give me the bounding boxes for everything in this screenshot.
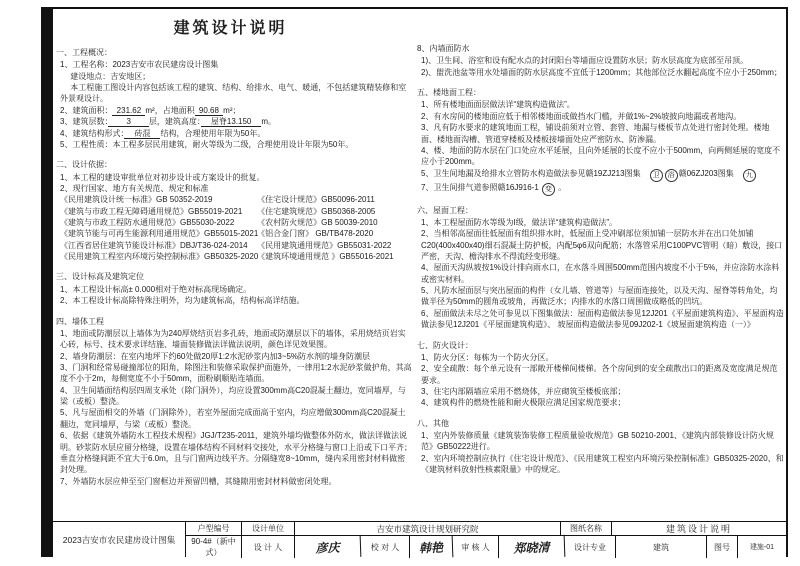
- text-segment: 砖混: [126, 128, 159, 138]
- spec-section: [417, 205, 785, 331]
- spec-line: 3、住宅内部隔墙应采用不燃烧体，并应砌筑至楼板底部；: [421, 386, 626, 396]
- spec-line: [56, 116, 412, 127]
- spec-line: [56, 217, 412, 228]
- spec-line: 2、墙身防潮层：在室内地坪下约60处做20厚1:2水泥砂浆内加3~5%防水剂的墙身防潮层: [60, 351, 371, 361]
- spec-line: [56, 194, 412, 205]
- text-segment: 《住宅设计规范》GB50096-2011: [257, 195, 375, 205]
- text-segment: 2、建筑面积：: [60, 105, 113, 115]
- text-segment: 《建筑与市政工程无障碍通用规范》GB55019-2021: [60, 206, 243, 216]
- text-segment: 7、卫生间排气道参照赣16J916-1: [421, 182, 542, 192]
- text-segment: 《铝合金门窗》 GB/TB478-2020: [257, 229, 374, 239]
- text-segment: 3、建筑层数：: [60, 117, 109, 127]
- text-segment: 《住宅建筑规范》GB50368-2005: [257, 206, 376, 216]
- text-segment: 赣06ZJ203图集: [678, 168, 742, 178]
- spec-line: 1、本工程的建设审批单位对初步设计或方案设计的批复。: [60, 172, 265, 182]
- text-segment: 《建筑节能与可再生能源利用通用规范》GB55015-2021: [60, 229, 259, 239]
- text-segment: m²；: [223, 105, 241, 115]
- spec-line: 2、现行国家、地方有关规范、规定和标准: [60, 183, 209, 193]
- spec-line: 1、室内外装修质量《建筑装饰装修工程质量验收规范》GB 50210-2001、《建筑内部装修设计防火规范》GB50222进行。: [421, 431, 774, 452]
- page-title: 建筑设计说明: [173, 20, 288, 37]
- spec-line: [56, 228, 412, 239]
- section-heading: 8、内墙面防水: [417, 44, 470, 53]
- text-segment: 《农村防火规范》GB 50039-2010: [257, 218, 378, 228]
- checker-signature: 韩艳: [410, 535, 454, 558]
- discipline-label: 设计专业: [565, 536, 616, 558]
- spec-line: 5、凡防水屋面层与突出屋面的构件（女儿墙、管道等）与屋面连接处，以及天沟、屋脊等转角处，均做半径为50mm的圆角或坡角，再做泛水；内排水的水落口周围做成略低的凹坑。: [421, 286, 778, 307]
- spec-line: 2、当相邻高屋面往低屋面有组织排水时，低屋面上受冲刷部位须加铺一层防水并在出口处加铺C20(400x400x40)细石混凝土防护板，内配5φ6双向配筋；水落管采用C100PVC管明（暗）敷设，接口严密，天沟、檐沟排水不得流经变形缝。: [421, 229, 783, 262]
- figure-number-label: 图号: [707, 536, 738, 558]
- spec-line: 1、所有楼地面面层做法详“建筑构造做法”。: [421, 100, 575, 110]
- spec-line: 建设地点：吉安地区；: [60, 71, 151, 81]
- spec-line: [56, 240, 412, 251]
- spec-line: 1、工程名称：2023吉安市农民建房设计图集: [60, 60, 219, 70]
- sheet-name-value: 建筑设计说明: [665, 524, 732, 534]
- spec-section: [56, 271, 412, 306]
- spec-line: 3、凡有防水要求的建筑地面工程，铺设前须对立管、套管、地漏与楼板节点处进行密封处理。楼地面、楼地面沟槽、管道穿楼板及楼板接墙面处应严密防水、防渗漏。: [421, 123, 770, 144]
- design-unit-value: 吉安市建筑设计规划研究院: [295, 522, 561, 535]
- text-segment: 结构，合理使用年限为50年。: [160, 128, 266, 138]
- text-segment: 231.62: [114, 105, 144, 115]
- spec-line: [56, 251, 412, 262]
- spec-line: 7、外墙防水层应伸至至门窗框边并预留凹槽，其缝隙用密封材料做密闭处理。: [60, 476, 337, 486]
- spec-line: 本工程施工图设计内容包括该工程的建筑、结构、给排水、电气、暖通，不包括建筑精装修和室外景观设计。: [60, 83, 407, 104]
- circled-ref-mark: 变: [542, 183, 555, 196]
- spec-line: 4、建筑构件的燃烧性能和耐火极限应满足国家规范要求；: [421, 398, 626, 408]
- spec-line: 2、室内环境控制应执行《住宅设计规范》、《民用建筑工程室内环境污染控制标准》GB50325-2020、和《建筑材料放射性核素限量》中的规定。: [421, 453, 784, 475]
- section-heading: 七、防火设计：: [417, 340, 473, 350]
- spec-line: [56, 206, 412, 217]
- figure-number-value: 建施-01: [749, 544, 775, 551]
- section-heading: 四、墙体工程: [56, 316, 104, 326]
- spec-line: [417, 168, 785, 182]
- text-segment: 《民用建筑通用规范》GB55031-2022: [257, 240, 392, 250]
- title-block: [53, 521, 786, 557]
- project-name: 2023吉安市农民建房设计图集: [53, 522, 186, 557]
- text-segment: 3: [110, 117, 147, 127]
- model-number-label: 户型编号: [186, 522, 242, 535]
- section-heading: 一、工程概况：: [56, 48, 112, 57]
- spec-section: [56, 316, 412, 487]
- spec-line: 6、依据《建筑外墙防水工程技术规程》JGJ/T235-2011，建筑外墙均做整体外防水，做法详做法说明。砂浆防水层应留分格缝，设置在墙体结构不同材料交接处，水平分格缝与窗口上沿或下口平齐；垂直分格缝间距不宜大于6.0m，且与门窗两边线平齐。分隔缝宽8~10mm，缝内采用密封材料做密封处理。: [60, 431, 412, 475]
- spec-section: [56, 47, 412, 150]
- spec-section: [417, 43, 785, 78]
- section-heading: 二、设计依据：: [56, 160, 112, 170]
- spec-line: [56, 128, 412, 139]
- spec-line: 2、有水房间的楼地面应低于相邻楼地面或做挡水门槛，并做1%~2%坡披向地漏或者地沟。: [421, 111, 742, 121]
- text-segment: 层，建筑高度：: [148, 117, 201, 127]
- text-segment: m。: [261, 117, 277, 127]
- spec-line: 1)、卫生间、浴室和设有配水点的封闭阳台等墙面应设置防水层；防水层高度为底部至吊顶。: [421, 56, 749, 66]
- discipline-value: 建筑: [616, 536, 707, 558]
- text-segment: 屋脊13.150: [202, 117, 260, 127]
- text-segment: 。: [556, 182, 567, 192]
- spec-line: 1、地面或防潮层以上墙体为为240厚烧结页岩多孔砖，地面或防潮层以下的墙体，采用烧结页岩实心砖，标号、技术要求详结施、墙面装修做法详做法说明，颜色详见效果图。: [60, 328, 406, 350]
- text-segment: m²，占地面积: [145, 105, 195, 115]
- spec-section: [417, 340, 785, 409]
- spec-column-right: [417, 43, 785, 485]
- text-segment: 《民用建筑设计统一标准》GB 50352-2019: [60, 195, 213, 205]
- section-heading: 三、设计标高及建筑定位: [56, 272, 144, 282]
- spec-line: 4、屋面天沟纵坡按1%设计排向雨水口，在水落斗周围500mm范围内坡度不小于5%，并应涂防水涂料或密实材料。: [421, 263, 780, 284]
- designer-label: 设 计 人: [242, 536, 295, 558]
- section-heading: 五、楼地面工程：: [417, 88, 481, 98]
- circled-ref-mark: 浴: [665, 169, 678, 182]
- design-unit-label: 设计单位: [242, 522, 295, 535]
- spec-line: 2、本工程设计标高除特殊注明外，均为建筑标高，结构标高详结施。: [60, 296, 305, 306]
- text-segment: 《民用建筑工程室内环境污染控制标准》GB50325-2020: [60, 252, 259, 262]
- auditor-signature: 郑晓清: [499, 535, 566, 559]
- text-segment: 90.68: [196, 105, 222, 115]
- checker-label: 校 对 人: [361, 536, 410, 558]
- spec-line: [56, 105, 412, 116]
- spec-line: 6、屋面做法未尽之处可参见以下图集做法：屋面构造做法参见12J201《平屋面建筑构造》、平屋面构造做法参见12J201《平屋面建筑构造》、 坡屋面构造做法参见09J202-1《坡屋面建筑构造（一）》: [421, 308, 784, 330]
- spec-section: [56, 159, 412, 262]
- text-segment: 5、卫生间地漏及给排水立管防水构造做法参见赣19ZJ213图集: [421, 168, 649, 178]
- spec-line: 5、工程性质：本工程多层民用建筑，耐火等级为二级，合理使用设计年限为50年。: [60, 139, 354, 149]
- designer-signature: 彦庆: [295, 535, 362, 559]
- spec-line: 4、楼、地面的防水层在门口处应水平延展，且向外延展的长度不应小于500mm，向两侧延展的宽度不应小于200mm。: [421, 145, 781, 167]
- spec-line: 1、防火分区：每栋为一个防火分区。: [421, 352, 554, 362]
- text-segment: 《江西省居住建筑节能设计标准》DBJ/T36-024-2014: [60, 240, 248, 250]
- spec-line: [417, 182, 785, 196]
- spec-line: 2、安全疏散：每个单元设有一部敞开楼梯间楼梯。各个房间到的安全疏散出口的距离及宽度满足规范要求。: [421, 364, 778, 385]
- spec-line: 1、本工程设计标高± 0.000相对于绝对标高现场确定。: [60, 284, 252, 294]
- spec-line: 2)、盥洗池盆等用水处墙面的防水层高度不宜低于1200mm；其他部位泛水翻起高度不应小于250mm；: [421, 67, 782, 77]
- spec-line: 1、本工程屋面防水等级为I级，做法详“建筑构造做法”。: [421, 217, 617, 227]
- spec-line: 4、卫生间墙面结构层四周支承处（除门洞外），均应设置300mm高C20混凝土翻边，宽同墙厚，与梁（或板）整浇。: [60, 385, 406, 407]
- model-number-value: 90-4#（新中式）: [186, 536, 242, 558]
- spec-section: [417, 418, 785, 476]
- text-segment: 《建筑与市政工程防水通用规范》GB55030-2022: [60, 218, 235, 228]
- auditor-label: 审 核 人: [453, 536, 499, 558]
- circled-ref-mark: 九: [743, 169, 756, 182]
- spec-column-left: [56, 47, 412, 496]
- spec-line: 3、门洞和经常易碰撞部位的阳角，除图注和装修采取保护面施外，一律用1:2水泥砂浆做护角，其高度不小于2m，每侧宽度不小于50mm，面粉刷顺贴连墙面。: [60, 362, 412, 384]
- text-segment: 《建筑环境通用规范 》GB55016-2021: [257, 252, 394, 262]
- section-heading: 六、屋面工程：: [417, 205, 473, 215]
- text-segment: 4、建筑结构形式：: [60, 128, 125, 138]
- spec-section: [417, 87, 785, 196]
- sheet-name-label: 图纸名称: [561, 522, 612, 535]
- section-heading: 八、其他: [417, 418, 449, 428]
- circled-ref-mark: 卫: [650, 169, 663, 182]
- spec-line: 5、凡与屋面相交的外墙（门洞除外），若室外屋面完成面高于室内，均应增做300mm高C20混凝土翻边，宽同墙厚，与梁（或板）整浇。: [60, 408, 406, 429]
